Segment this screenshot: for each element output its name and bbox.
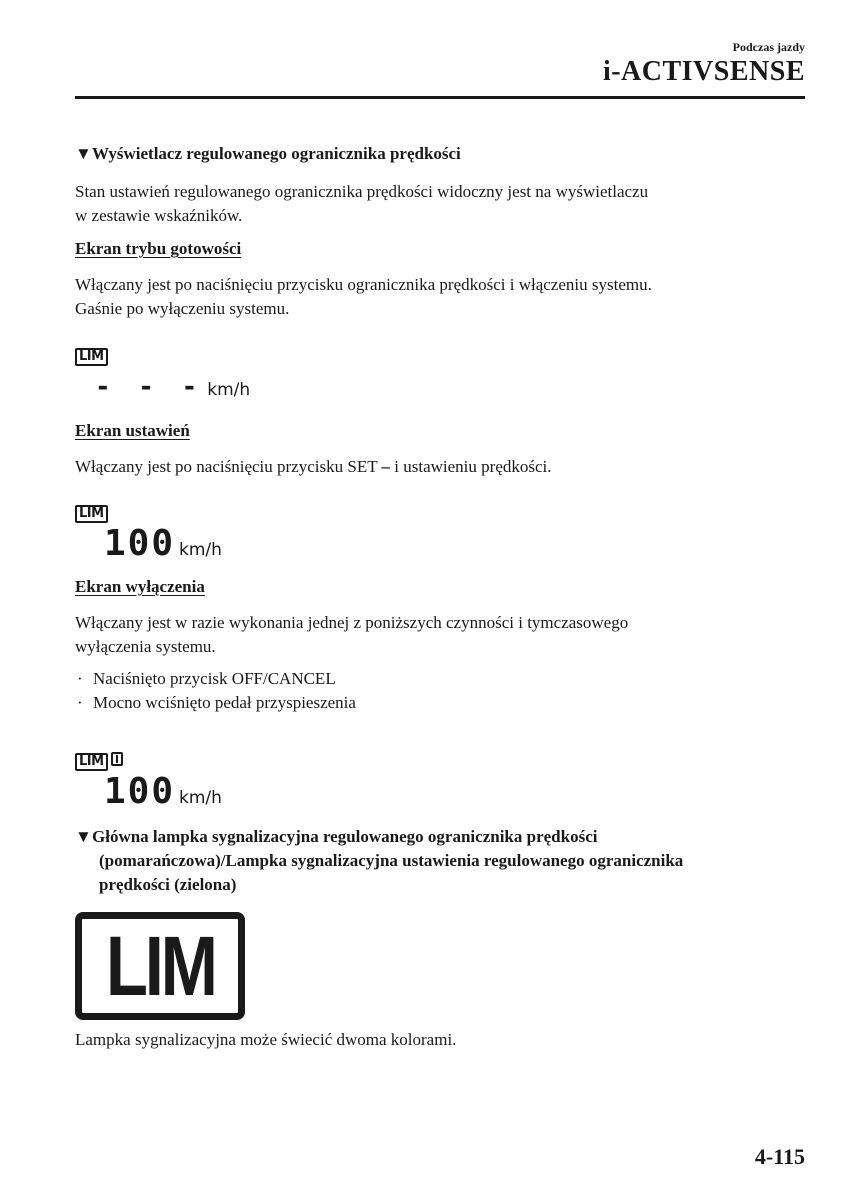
settings-description <box>75 455 775 479</box>
speed-unit: km/h <box>207 380 251 400</box>
page-number: 4-115 <box>754 1144 805 1169</box>
standby-line-1: Włączany jest po naciśnięciu przycisku ogranicznika prędkości i włączeniu systemu. <box>75 275 652 294</box>
off-description <box>75 611 775 659</box>
settings-text-after: i ustawieniu prędkości. <box>394 457 552 476</box>
set-minus-symbol: – <box>381 457 391 476</box>
triangle-marker-icon: ▼ <box>75 827 92 846</box>
display-section-title: Wyświetlacz regulowanego ogranicznika prędkości <box>92 144 461 163</box>
settings-heading: Ekran ustawień <box>75 421 190 440</box>
off-heading: Ekran wyłączenia <box>75 577 205 596</box>
bullet-text: Mocno wciśnięto pedał przyspieszenia <box>93 693 356 712</box>
lamp-title-line-2: (pomarańczowa)/Lampka sygnalizacyjna ustawienia regulowanego ogranicznika <box>99 851 684 870</box>
display-section-intro <box>75 180 775 228</box>
speed-digits: 100 <box>104 771 176 812</box>
intro-line-1: Stan ustawień regulowanego ogranicznika prędkości widoczny jest na wyświetlaczu <box>75 182 649 201</box>
section-title: i-ACTIVSENSE <box>602 56 805 87</box>
settings-text-before: Włączany jest po naciśnięciu przycisku SET <box>75 457 378 476</box>
lim-lamp-label: LIM <box>105 919 215 1013</box>
header-divider <box>75 96 805 99</box>
standby-heading: Ekran trybu gotowości <box>75 239 242 258</box>
speed-unit: km/h <box>179 788 222 808</box>
chapter-label: Podczas jazdy <box>732 40 805 54</box>
speed-dashes: - - - <box>95 372 204 402</box>
bullet-text: Naciśnięto przycisk OFF/CANCEL <box>93 669 336 688</box>
lamp-caption: Lampka sygnalizacyjna może świecić dwoma kolorami. <box>75 1030 457 1049</box>
pause-icon <box>111 752 123 766</box>
speed-digits: 100 <box>104 523 176 564</box>
lim-icon: LIM <box>75 348 108 366</box>
standby-speed-display <box>95 372 250 402</box>
lim-icon: LIM <box>75 753 108 771</box>
list-item <box>77 691 777 715</box>
off-bullet-list <box>77 667 777 715</box>
lim-warning-lamp-icon <box>75 912 245 1020</box>
bullet-icon: · <box>77 669 83 688</box>
lamp-title-line-3: prędkości (zielona) <box>99 875 237 894</box>
display-section-heading <box>75 142 461 166</box>
settings-speed-display <box>104 523 222 564</box>
off-line-2: wyłączenia systemu. <box>75 637 216 656</box>
lim-icon: LIM <box>75 505 108 523</box>
bullet-icon: · <box>77 693 83 712</box>
settings-lim-badge <box>75 504 108 523</box>
standby-description <box>75 273 775 321</box>
list-item <box>77 667 777 691</box>
standby-lim-badge <box>75 347 108 366</box>
intro-line-2: w zestawie wskaźników. <box>75 206 243 225</box>
off-speed-display <box>104 771 222 812</box>
lamp-section-heading <box>75 825 805 897</box>
off-line-1: Włączany jest w razie wykonania jednej z poniższych czynności i tymczasowego <box>75 613 629 632</box>
speed-unit: km/h <box>179 540 222 560</box>
standby-line-2: Gaśnie po wyłączeniu systemu. <box>75 299 290 318</box>
lamp-title-line-1: Główna lampka sygnalizacyjna regulowanego ogranicznika prędkości <box>92 827 598 846</box>
off-lim-badge <box>75 752 123 771</box>
triangle-marker-icon: ▼ <box>75 144 92 163</box>
